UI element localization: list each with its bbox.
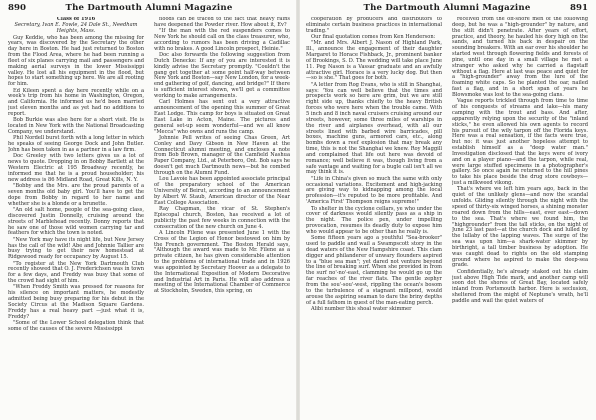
- text-column-3: [306, 17, 442, 420]
- paragraph: A Lincoln Filene was presented June 1 with the Cross of the Legion of Honor bestowed on him by the French government. The Boston Herald says, "Although the award was made to Mr. Filene as a private citizen, he has given considerable attention to the problems of international trade and in 1926 was appointed by Secretary Hoover as a delegate to the International Exposition of Modern Decorative and Industrial Art in Paris. He will also address a meeting of the International Chamber of Commerce at Stockholm, Sweden, this spring, on: [154, 229, 290, 295]
- paragraph: Carl Holmes has sent out a very attractive announcement of the opening this summer of Great East Lodge. This camp for boys is situated on Great East Lake in Acton, Maine. The pictures and general set-up seem wonderful—and we all know "Mecca" who owns and runs the camp.: [154, 99, 290, 135]
- paragraph: "Bobby and the Mrs. are the proud parents of a seven months old baby girl. You'll have to get the dope from Bobby in regard to her name and whether she is a blonde or a brunette.: [8, 183, 144, 207]
- page-header: [8, 3, 290, 17]
- paragraph: Ray Chapman, the vicar of St. Stephen's Episcopal church, Boston, has received a lot of publicity the past few weeks in connection with the consecration of the new church on June 4.: [154, 206, 290, 230]
- text-column-4: [452, 17, 588, 420]
- right-page: [298, 0, 596, 420]
- column-body: [306, 17, 442, 313]
- paragraph: "Life in China's given so much the same with only occasional variations. Excitement and high-jacking are giving way to kidnapping among the local profession—it's reputed to be more profitable. And 'America First' Thompson reigns supreme!": [306, 175, 442, 206]
- paragraph: cooperation by producers and distributors to eliminate certain business practices in international trading.": [306, 17, 442, 34]
- paragraph: Ed Kileen spent a day here recently while on a week's trip from his home in Washington, Oregon, and California. He informed us he'd been married just eleven months and as yet had no additions to report.: [8, 87, 144, 117]
- paragraph: Phil Nordell burst forth with a long letter in which he speaks of seeing George Dock and John Butler. John has been taken in as a partner in a law firm.: [8, 135, 144, 154]
- paragraph: Vague reports trickled through from time to time of his conquests of streams and lake—his many camping with the trout and bass. And after, apparently relying upon the security of the "inland sticks," he even allowed his own agents to record his pursuit of the wily tarpon off the Florida keys. Here was a real sensation, if the facts were true, but no: it was just another hopeless attempt to establish himself as a "deep water man." Investigation disclosed that the keys were of ivory and on a player piano—and the tarpon, while real, were large stuffed specimens in a photographer's gallery. So once again he returned to the hill pines to take his place beside the drug store cowboys—just a milkweed vikong.: [452, 98, 588, 187]
- paragraph: Johnnie Pell writes of seeing Chas Green, Art Conley and Davy Gibson in New Haven at the Connecticut alumni meeting, and encloses a note from Bob Brown, manager of the Camfield Nashua Paper Company, Ltd., at Peterboro, Ont. Bob says he doesn't get much Dartmouth news—but he combed through on the Alumni Fund.: [154, 134, 290, 176]
- class-heading: Class of 1916: [56, 17, 96, 22]
- paragraph: Doc also forwards the following suggestion from Dutch Denecke: If any of you are interested it is kindly advise the Secretary promptly. "Couldn't the gang get together at some point half-way between New York and Boston—say New London, for a week-end gathering of golf, dancing, and bridge?" If there is sufficient interest shown, we'll get a committee working to make arrangements.: [154, 52, 290, 99]
- running-title: The Dartmouth Alumni Magazine: [65, 3, 233, 13]
- text-column-2: [154, 17, 290, 420]
- paragraph: Our final quotation comes from Ken Henderson:: [311, 34, 436, 41]
- column-body: [154, 17, 290, 295]
- page-number: 890: [8, 3, 26, 13]
- paragraph: "A letter from Rog Evans, who is still in Shanghai, says: 'You can well believe that the times and prospects work so here are grim, but we are still right side up, thanks chiefly to the heavy British forces who were here when the trouble came. With 5 inch and 8 inch naval cruisers cruising around our streets, however, some three miles of warships in the river and airplanes overhead, with all our streets lined with barbed wire barricades, pill boxes, machine guns, armored cars, etc., along bombs down a reef explosion that may break any time, this is not the Shanghai we knew. Roy Maggill and complained that life out here was devoid of romance; well believe it was, though living from a safe vantage and waiting for a bugle call isn't all we may think it is.: [306, 81, 442, 176]
- paragraph: "Mr. and Mrs. Albert J. Nason of Highland Park, Ill., announce the engagement of their daughter Margaret to Horace Fishback, Jr., prominent banker of Brookings, S. D. The wedding will take place June 11. Peg Nason is a Vassar graduate and an awfully attractive girl. Horace is a very lucky dog. But then —so is she." That goes for both.: [306, 40, 442, 82]
- paragraph: Alibi number this shoal water skimmer: [311, 305, 412, 312]
- page-header: [306, 3, 588, 17]
- column-body: [8, 36, 144, 333]
- paragraph: To shelter in the cyclone cellars, ye who under the cover of darkness would silently pass as a ship in the night. The police pen, under impelling provocation, resumes its deadly duty to expose him who would appear to be other than he really is.: [306, 205, 442, 235]
- text-column-1: [8, 17, 144, 420]
- paragraph: "If the man with the red suspenders comes to New York he should call on the class treasurer, who, according to rumors has been driving a Cadillac with no brakes. A good Lincoln prospect, Heinie.": [154, 28, 290, 52]
- page-number: 891: [570, 3, 588, 13]
- paragraph: "New York may have its night life, but New Jersey has the call of the wild! Abe and Johnnie Tallier are busy trying to get their new homestead at Ridgewood ready for occupancy by August 15.: [8, 236, 144, 261]
- paragraph: "To register at the New York Dartmouth Club recently showed that O. J. Frederichsen was in town for a few days, and Freddy was busy that some of the crowd had sight of him.: [8, 260, 144, 285]
- class-secretary: Secretary, Ivan E. Fowle, 24 Dale St., Needham Heights, Mass.: [14, 21, 138, 34]
- paragraph: Lou Lavoie has been appointed associate principal of the preparatory school of the American University of Beirut, according to an announcement by Albert W. Staub, American director of the Near East College Association.: [154, 176, 290, 206]
- paragraph: "When Freddy Smith was pressed for reasons for his silence on important matters, he modestly admitted being busy preparing for his debut in the Society Circus at the Madison Square Gardens. Freddy has a real heavy part —just what it is, Freddy?: [8, 284, 144, 320]
- paragraph: "An old salt home, people of the sea-going class, discovered Justin Donnelly, cruising around the streets of Marblehead recently. Donny reports that he saw one of those wild women carrying tar and feathers for which the town is noted.: [8, 207, 144, 237]
- paragraph: received from the off-shore men of the following deep, but he was a "high-grounder" by nature, and the stilt didn't penetrate. After years of effort, practice, and theory, he hauled his dory high on the sands, and turned his back in despair on the sounding breakers. With an ear over his shoulder he started west through flowering fields and forests of pine, until one day in a small village he met a stranger who asked why he carried a flagstaff without a flag. Here at last was peace and quiet for a "high-grounder" away from the lure of the foaming white caps. So he planted the oar, nailed fast a flag, and in a short span of years he Blowsmoke was lost to the sea-going clans.: [452, 17, 588, 98]
- paragraph: That's where we left him years ago, back in the quiet of the unlikely glens—and now the scandal unfolds. Gliding silently through the night with the speed of thirty-six winged horses, a shining monster roared down from the hills—east, ever east—down to the sea. That's where we found him, the "highgrounder" from the tall sticks, on the night of June 23 last past—at the church dock and lulled by the lullaby of the lapping waves. The surge of the sea was upon him—a shark-water skimmer by birthright, a tall timber business by adoption. He was caught dead to rights on the old stamping ground where he aspired to make the deep-sea grade.: [452, 186, 588, 269]
- paragraph: Doc Greeley with two letters gives us a lot of news to quote. Dropping in on Bobby Bartlett at the Western Electric at 195 Broadway recently, he informed me that he is a proud householder; his new address is 86 Midland Road, Great Kills, N. Y.: [8, 153, 144, 183]
- paragraph: Bob Burkie was also here for a short visit. He is located in New York with the National Broadcasting Company, we understand.: [8, 117, 144, 136]
- running-title: The Dartmouth Alumni Magazine: [363, 3, 531, 13]
- paragraph: Guy Keddie, who has been among the missing for years, was discovered by the Secretary the other day here in Boston. He had just returned to Boston from the Flood Area, where he had been running a fleet of six planes carrying mail and passengers and making aerial surveys in the lower Mississippi valley. He lost all his equipment in the flood, but hopes to start something up here. We are all rooting for him.: [8, 34, 144, 88]
- paragraph: "Some of the Lower School delegation think that some of the causes of the severe Mississippi: [8, 320, 144, 332]
- column-body: [452, 17, 588, 305]
- paragraph: floods can be traced to the fact that heavy rains have deepened the Powder river. How about it, Ev?: [154, 17, 290, 28]
- paragraph: Some fifteen years ago a youthful "Sea-brooker" used to paddle and wail a Swampscott story in the dead waters of the New Hampshire coast. This clam digger and philanderer of unwary flounders aspired to a "blue sea man"; yet dared not venture beyond the line of breaking surf. When she provided in from the surf no'-no'-east, clamming he would go up the far reaches of the river flats. The gentle zephyr from the sou'-sou'-west, rippling the ocean's bosom to the turbulence of a stagnant millpond, would arouse the aspiring seaman to dare the briny depths of a full fathom in quest of the man-eating perch.: [306, 235, 442, 306]
- paragraph: Confidentially, he's already staked out his claim just above High Tide mark, and another camp will soon dot the shores of Great Bay, located safely inland from Portsmouth harbor. Here is seclusion, sheltered from the might of Neptune's wrath, he'll paddle and wail the quiet waters of: [452, 268, 588, 304]
